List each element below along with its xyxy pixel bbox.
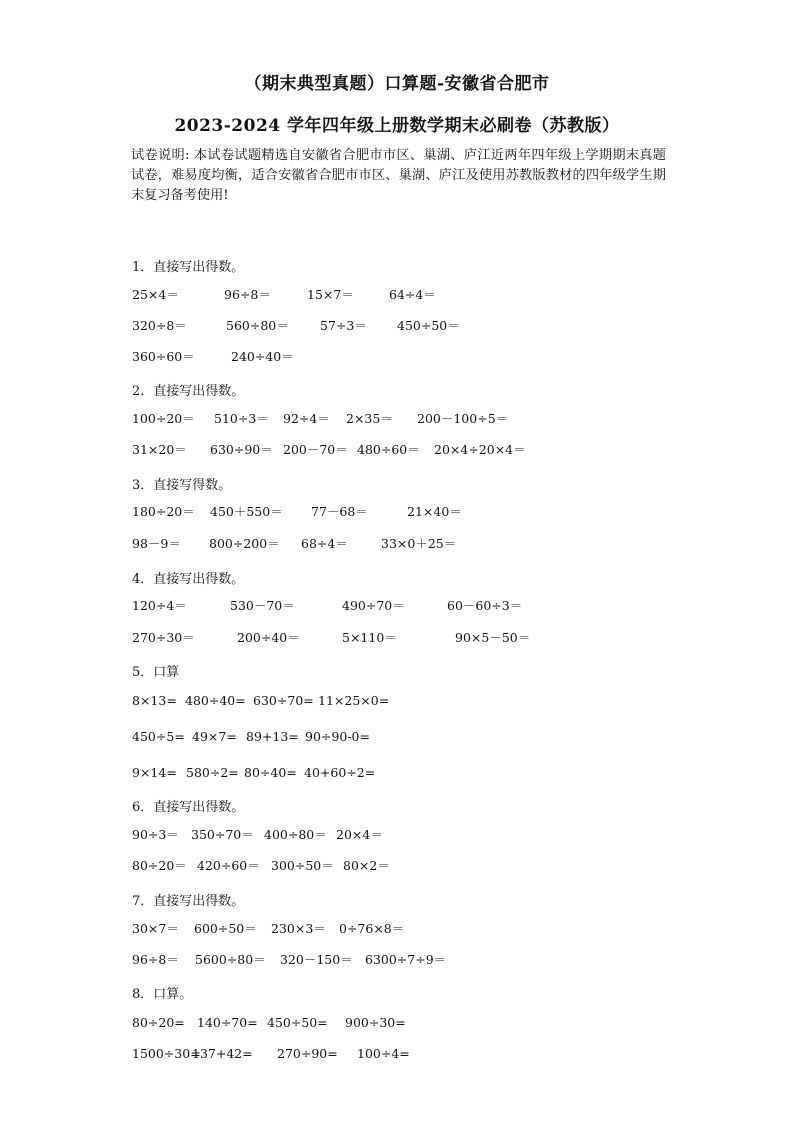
calc-item: 480÷60＝ — [357, 442, 420, 457]
calc-item: 60－60÷3＝ — [447, 598, 523, 613]
calc-item: 80÷20＝ — [132, 858, 187, 873]
calc-item: 2×35＝ — [346, 411, 393, 426]
calc-item: 120÷4＝ — [132, 598, 187, 613]
calc-item: 21×40＝ — [407, 504, 462, 519]
calc-item: 8×13= — [132, 693, 177, 708]
calc-item: 80×2＝ — [343, 858, 390, 873]
calc-item: 80÷20= — [132, 1015, 185, 1030]
calc-item: 5600÷80＝ — [195, 952, 266, 967]
calc-item: 0÷76×8＝ — [339, 921, 405, 936]
calc-item: 200－100÷5＝ — [417, 411, 509, 426]
calc-item: 9×14= — [132, 765, 177, 780]
section-title: 6．直接写出得数。 — [132, 800, 245, 815]
calc-item: 510÷3＝ — [214, 411, 269, 426]
exam-intro: 试卷说明: 本试卷试题精选自安徽省合肥市市区、巢湖、庐江近两年四年级上学期期末真题试卷，难易度均衡，适合安徽省合肥市市区、巢湖、庐江及使用苏教版教材的四年级学生期末复习备考使用! — [131, 148, 666, 203]
calc-item: 100÷4= — [357, 1046, 410, 1061]
calc-item: 630÷70= — [253, 693, 314, 708]
calc-item: 630÷90＝ — [210, 442, 273, 457]
calc-item: 450＋550＝ — [210, 504, 283, 519]
calc-item: 33×0＋25＝ — [381, 536, 457, 551]
calc-item: 25×4＝ — [132, 287, 179, 302]
calc-item: 450÷50＝ — [397, 318, 460, 333]
calc-item: 5×110＝ — [342, 630, 397, 645]
calc-item: 57÷3＝ — [320, 318, 367, 333]
section-title: 4．直接写出得数。 — [132, 572, 245, 587]
calc-item: 200÷40＝ — [237, 630, 300, 645]
calc-item: 490÷70＝ — [342, 598, 405, 613]
section-title: 8．口算。 — [132, 987, 193, 1002]
calc-item: 30×7＝ — [132, 921, 179, 936]
calc-item: 560÷80＝ — [226, 318, 289, 333]
calc-item: 31×20＝ — [132, 442, 187, 457]
calc-item: 64÷4＝ — [389, 287, 436, 302]
calc-item: 800÷200＝ — [209, 536, 280, 551]
section-title: 3．直接写得数。 — [132, 478, 232, 493]
section-title: 5．口算 — [132, 665, 180, 680]
calc-item: 20×4＝ — [336, 827, 383, 842]
calc-item: 89+13= — [246, 729, 299, 744]
title-line-2: 2023-2024 学年四年级上册数学期末必刷卷（苏教版） — [174, 116, 620, 136]
calc-item: 320÷8＝ — [132, 318, 187, 333]
section-title: 2．直接写出得数。 — [132, 384, 245, 399]
calc-item: 68÷4＝ — [301, 536, 348, 551]
calc-item: 200－70＝ — [283, 442, 348, 457]
calc-item: 98－9＝ — [132, 536, 181, 551]
calc-item: 400÷80＝ — [264, 827, 327, 842]
calc-item: 270÷30＝ — [132, 630, 195, 645]
calc-item: 1500÷30= — [132, 1046, 201, 1061]
calc-item: 6300÷7÷9＝ — [365, 952, 447, 967]
calc-item: 15×7＝ — [307, 287, 354, 302]
calc-item: 600÷50＝ — [194, 921, 257, 936]
calc-item: 77－68＝ — [311, 504, 368, 519]
calc-item: 92÷4＝ — [283, 411, 330, 426]
calc-item: 20×4÷20×4＝ — [434, 442, 526, 457]
calc-item: 96÷8＝ — [224, 287, 271, 302]
section-title: 1．直接写出得数。 — [132, 260, 245, 275]
calc-item: 350÷70＝ — [191, 827, 254, 842]
calc-item: 270÷90= — [277, 1046, 338, 1061]
calc-item: 90÷90-0= — [305, 729, 370, 744]
calc-item: 180÷20＝ — [132, 504, 195, 519]
calc-item: 580÷2= — [186, 765, 239, 780]
calc-item: 96÷8＝ — [132, 952, 179, 967]
calc-item: 420÷60＝ — [197, 858, 260, 873]
calc-item: 140÷70= — [197, 1015, 258, 1030]
calc-item: 530－70＝ — [230, 598, 295, 613]
calc-item: 320－150＝ — [280, 952, 353, 967]
calc-item: 900÷30= — [345, 1015, 406, 1030]
calc-item: 80÷40= — [244, 765, 297, 780]
calc-item: 100÷20＝ — [132, 411, 195, 426]
calc-item: 90×5－50＝ — [455, 630, 531, 645]
calc-item: 450÷50= — [267, 1015, 328, 1030]
title-line-1: （期末典型真题）口算题-安徽省合肥市 — [244, 74, 550, 94]
calc-item: 49×7= — [192, 729, 237, 744]
calc-item: 11×25×0= — [318, 693, 390, 708]
calc-item: 480÷40= — [185, 693, 246, 708]
calc-item: 90÷3＝ — [132, 827, 179, 842]
calc-item: 240÷40＝ — [231, 349, 294, 364]
calc-item: 230×3＝ — [271, 921, 326, 936]
section-title: 7．直接写出得数。 — [132, 894, 245, 909]
calc-item: 40+60÷2= — [304, 765, 376, 780]
calc-item: 450÷5= — [132, 729, 185, 744]
calc-item: 300÷50＝ — [271, 858, 334, 873]
calc-item: 137+42= — [192, 1046, 253, 1061]
calc-item: 360÷60＝ — [132, 349, 195, 364]
